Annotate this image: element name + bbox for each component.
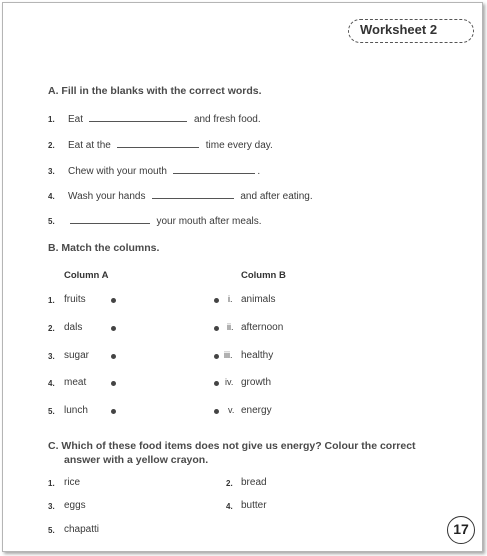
match-dot-right[interactable] [214,326,219,331]
roman-numeral: i. [228,294,233,304]
answer-blank[interactable] [173,172,255,174]
roman-numeral: v. [228,405,235,415]
answer-blank[interactable] [89,120,187,122]
fill-blank-item [48,161,260,179]
match-row-number: 3. [48,352,55,361]
column-a-item: sugar [64,350,90,361]
match-row-number: 4. [48,379,55,388]
section-c-heading-line2: answer with a yellow crayon. [64,454,209,466]
section-b-heading: B. Match the columns. [48,242,160,254]
option-number: 4. [226,502,233,511]
match-dot-left[interactable] [111,354,116,359]
worksheet-title: Worksheet 2 [360,22,438,37]
match-row-number: 1. [48,296,55,305]
fill-blank-item [48,211,262,229]
column-a-item: fruits [64,294,86,305]
column-a-item: dals [64,322,83,333]
section-a-heading: A. Fill in the blanks with the correct words. [48,85,262,97]
column-b-item: growth [241,377,272,388]
item-text-after: and fresh food. [193,114,261,125]
item-text-after: time every day. [205,140,273,151]
food-option[interactable]: eggs [64,500,86,511]
food-option[interactable]: bread [241,477,267,488]
answer-blank[interactable] [117,146,199,148]
item-text-before: Eat at the [68,140,111,151]
answer-blank[interactable] [152,197,234,199]
match-dot-left[interactable] [111,409,116,414]
column-b-item: healthy [241,350,274,361]
match-row-number: 2. [48,324,55,333]
roman-numeral: ii. [227,322,234,332]
match-dot-left[interactable] [111,381,116,386]
match-dot-left[interactable] [111,326,116,331]
option-number: 1. [48,479,55,488]
item-text-before: Eat [68,114,84,125]
roman-numeral: iv. [225,377,234,387]
page-number-badge: 17 [447,516,475,544]
match-dot-right[interactable] [214,381,219,386]
match-dot-right[interactable] [214,409,219,414]
item-text-after: your mouth after meals. [156,216,262,227]
column-a-item: lunch [64,405,88,416]
column-b-item: afternoon [241,322,284,333]
item-text-before: Chew with your mouth [68,166,167,177]
section-c-heading-line1: C. Which of these food items does not give us energy? Colour the correct [48,440,416,452]
fill-blank-item [48,109,261,127]
item-number: 4. [48,192,55,201]
item-text-after: . [257,166,261,177]
item-number: 5. [48,217,55,226]
fill-blank-item [48,135,273,153]
item-number: 2. [48,141,55,150]
roman-numeral: iii. [224,350,233,360]
match-dot-right[interactable] [214,354,219,359]
food-option[interactable]: butter [241,500,267,511]
match-dot-left[interactable] [111,298,116,303]
item-number: 1. [48,115,55,124]
item-text-after: and after eating. [240,191,313,202]
match-row-number: 5. [48,407,55,416]
option-number: 2. [226,479,233,488]
column-a-item: meat [64,377,87,388]
column-b-item: animals [241,294,276,305]
column-a-header: Column A [64,270,109,281]
column-b-item: energy [241,405,272,416]
fill-blank-item [48,186,313,204]
item-number: 3. [48,167,55,176]
option-number: 3. [48,502,55,511]
food-option[interactable]: rice [64,477,81,488]
column-b-header: Column B [241,270,286,281]
match-dot-right[interactable] [214,298,219,303]
option-number: 5. [48,526,55,535]
answer-blank[interactable] [70,222,150,224]
item-text-before: Wash your hands [68,191,146,202]
food-option[interactable]: chapatti [64,524,100,535]
